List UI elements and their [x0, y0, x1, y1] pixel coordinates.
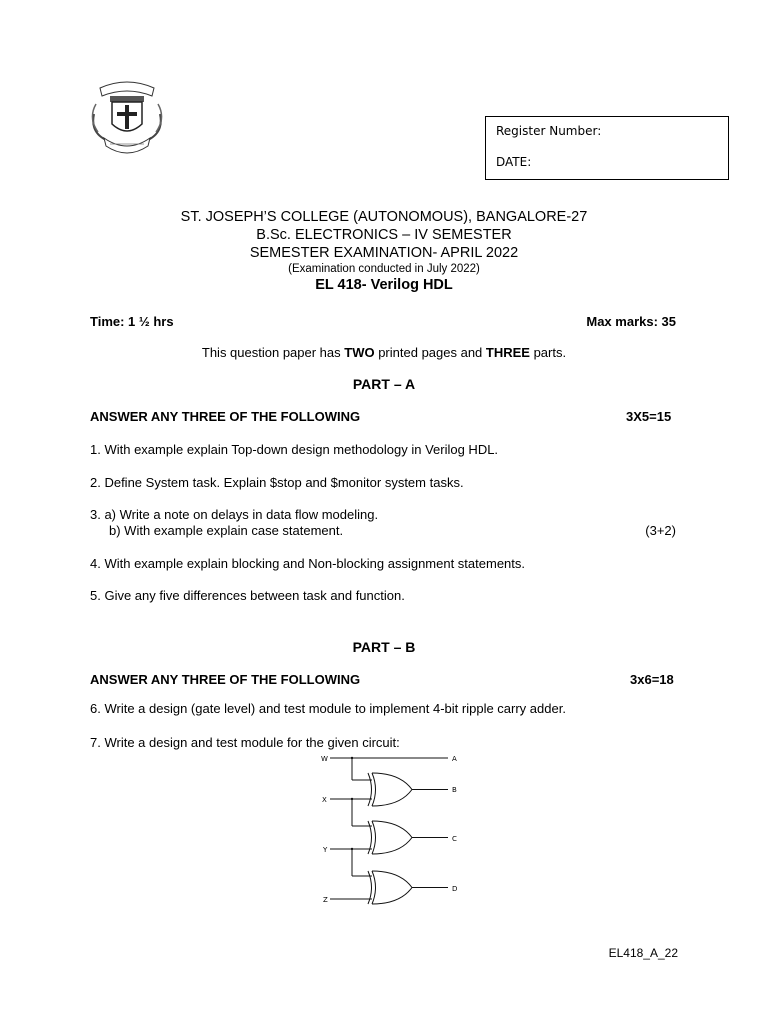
pages-note-post: parts.: [529, 345, 567, 360]
question-5: 5. Give any five differences between task and function.: [90, 588, 405, 603]
exam-note: (Examination conducted in July 2022): [288, 263, 480, 275]
part-a-title: PART – A: [352, 376, 416, 392]
part-b-instruction: ANSWER ANY THREE OF THE FOLLOWING: [90, 672, 361, 687]
pages-note-mid: printed pages and: [374, 345, 486, 360]
input-y-label: Y: [323, 846, 328, 854]
part-a-marks: 3X5=15: [626, 409, 672, 424]
question-3-marks: (3+2): [645, 523, 676, 538]
output-c-label: C: [452, 835, 457, 843]
input-x-label: X: [322, 796, 327, 804]
input-z-label: Z: [323, 896, 328, 904]
register-number-label: Register Number:: [496, 124, 602, 138]
pages-note: [0, 345, 768, 360]
exam-line: SEMESTER EXAMINATION- APRIL 2022: [249, 245, 519, 261]
question-1: 1. With example explain Top-down design methodology in Verilog HDL.: [90, 442, 499, 457]
time-label: Time: 1 ½ hrs: [90, 314, 174, 329]
question-6: 6. Write a design (gate level) and test module to implement 4-bit ripple carry adder.: [90, 701, 566, 716]
college-name: ST. JOSEPH’S COLLEGE (AUTONOMOUS), BANGALORE-27: [180, 209, 588, 225]
output-d-label: D: [452, 885, 458, 893]
input-w-label: W: [321, 755, 328, 763]
college-crest-logo: [86, 74, 168, 160]
max-marks-label: Max marks: 35: [586, 314, 676, 329]
program-line: B.Sc. ELECTRONICS – IV SEMESTER: [256, 227, 512, 243]
pages-note-three: THREE: [485, 345, 530, 360]
register-box: [485, 116, 729, 180]
output-a-label: A: [452, 755, 457, 763]
pages-note-pre: This question paper has: [201, 345, 345, 360]
question-2: 2. Define System task. Explain $stop and $monitor system tasks.: [90, 475, 464, 490]
pages-note-two: TWO: [344, 345, 375, 360]
part-a-instruction: ANSWER ANY THREE OF THE FOLLOWING: [90, 409, 361, 424]
part-b-marks: 3x6=18: [630, 672, 674, 687]
date-label: DATE:: [496, 155, 532, 169]
xor-circuit-diagram: [262, 750, 504, 912]
part-b-title: PART – B: [352, 639, 416, 655]
question-3a: 3. a) Write a note on delays in data flow modeling.: [90, 507, 379, 522]
paper-code: EL418_A_22: [608, 946, 678, 960]
course-title: EL 418- Verilog HDL: [315, 277, 453, 293]
output-b-label: B: [452, 786, 457, 794]
question-7: 7. Write a design and test module for the given circuit:: [90, 735, 400, 750]
question-4: 4. With example explain blocking and Non-blocking assignment statements.: [90, 556, 526, 571]
question-3b: b) With example explain case statement.: [109, 523, 344, 538]
